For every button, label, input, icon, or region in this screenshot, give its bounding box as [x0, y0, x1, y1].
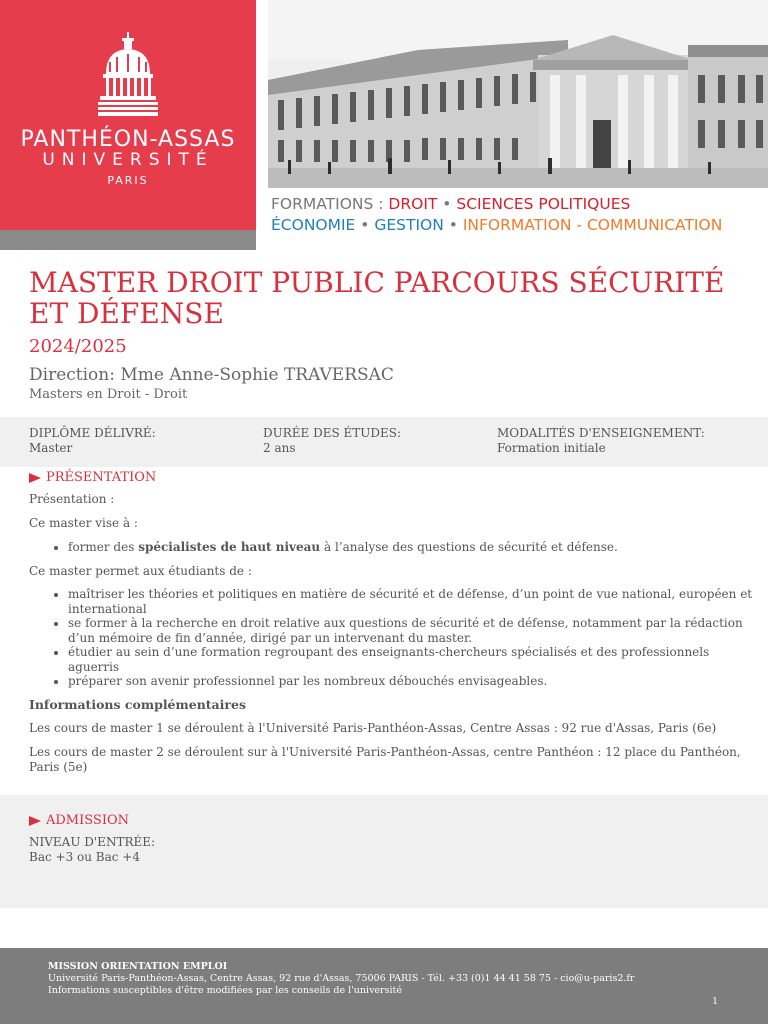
info-diplome-label: DIPLÔME DÉLIVRÉ: [29, 426, 156, 440]
formations-line-1 [271, 194, 722, 215]
admission-section [0, 795, 768, 908]
presentation-intro: Présentation : [29, 492, 115, 506]
list-item: • étudier au sein d’une formation regroupant des enseignants-chercheurs spécialisés et des professionnels aguerris [68, 645, 758, 674]
formation-droit: DROIT [388, 195, 438, 213]
presentation-heading [29, 470, 156, 485]
arrow-right-icon [29, 473, 41, 483]
formation-separator: • [437, 195, 457, 213]
page-number: 1 [712, 997, 718, 1007]
logo-line-name: PANTHÉON-ASSAS [20, 127, 236, 152]
page-footer [0, 948, 768, 1024]
program-info-row [0, 417, 768, 467]
admission-heading [29, 813, 129, 828]
formation-gestion: GESTION [374, 216, 444, 234]
master2-location: Les cours de master 2 se déroulent sur à l'Université Paris-Panthéon-Assas, centre Panthéon : 12 place du Panthéon, Paris (5e) [29, 745, 741, 774]
permet-list [50, 587, 758, 689]
info-modalites-value: Formation initiale [497, 441, 606, 455]
list-item [68, 540, 758, 555]
list-item: • préparer son avenir professionnel par les nombreux débouchés envisageables. [68, 674, 758, 689]
formation-separator: • [443, 216, 463, 234]
arrow-right-icon [29, 816, 41, 826]
niveau-value: Bac +3 ou Bac +4 [29, 850, 140, 864]
footer-address: Université Paris-Panthéon-Assas, Centre Assas, 92 rue d'Assas, 75006 PARIS - Tél. +33 (0)1 44 41 58 75 - cio@u-paris2.fr [48, 973, 635, 984]
list-item: • se former à la recherche en droit relative aux questions de sécurité et de défense, notamment par la rédaction d’un mémoire de fin d’année, dirigé par un intervenant du master. [68, 616, 758, 645]
vise-list [50, 540, 758, 555]
presentation-vise: Ce master vise à : [29, 516, 138, 530]
info-duree-label: DURÉE DES ÉTUDES: [263, 426, 402, 440]
program-direction: Direction: Mme Anne-Sophie TRAVERSAC [29, 365, 394, 385]
info-diplome [29, 426, 156, 456]
presentation-heading-label: PRÉSENTATION [46, 470, 157, 485]
logo-line-paris: PARIS [107, 174, 149, 187]
master1-location: Les cours de master 1 se déroulent à l'Université Paris-Panthéon-Assas, Centre Assas : 92 rue d'Assas, Paris (6e) [29, 721, 717, 735]
niveau-label: NIVEAU D'ENTRÉE: [29, 835, 156, 849]
info-modalites-label: MODALITÉS D'ENSEIGNEMENT: [497, 426, 705, 440]
formation-separator: • [355, 216, 375, 234]
info-modalites [497, 426, 705, 456]
info-duree-value: 2 ans [263, 441, 296, 455]
footer-note: Informations susceptibles d'être modifiées par les conseils de l'université [48, 985, 402, 996]
list-item-text: former des [68, 540, 139, 554]
list-item: • maîtriser les théories et politiques en matière de sécurité et de défense, d’un point de vue national, européen et international [68, 587, 758, 616]
formation-sciences-politiques: SCIENCES POLITIQUES [456, 195, 631, 213]
list-item-emphasis: spécialistes de haut niveau [138, 540, 321, 554]
formation-information-communication: INFORMATION - COMMUNICATION [462, 216, 723, 234]
formation-economie: ÉCONOMIE [271, 216, 356, 234]
campus-building-photo [268, 0, 768, 188]
list-item-text: à l’analyse des questions de sécurité et défense. [320, 540, 618, 554]
admission-heading-label: ADMISSION [46, 813, 130, 828]
footer-title: MISSION ORIENTATION EMPLOI [48, 961, 228, 972]
program-category: Masters en Droit - Droit [29, 387, 188, 402]
academic-year: 2024/2025 [29, 336, 127, 357]
info-duree [263, 426, 401, 456]
formations-line-2 [271, 215, 722, 236]
logo-line-universite: UNIVERSITÉ [42, 150, 214, 170]
formations-tagline [271, 194, 722, 236]
formations-label: FORMATIONS : [271, 195, 384, 213]
presentation-permet: Ce master permet aux étudiants de : [29, 564, 252, 578]
complementaires-heading: Informations complémentaires [29, 697, 246, 712]
info-diplome-value: Master [29, 441, 73, 455]
page-title: MASTER DROIT PUBLIC PARCOURS SÉCURITÉ ET DÉFENSE [29, 266, 725, 330]
